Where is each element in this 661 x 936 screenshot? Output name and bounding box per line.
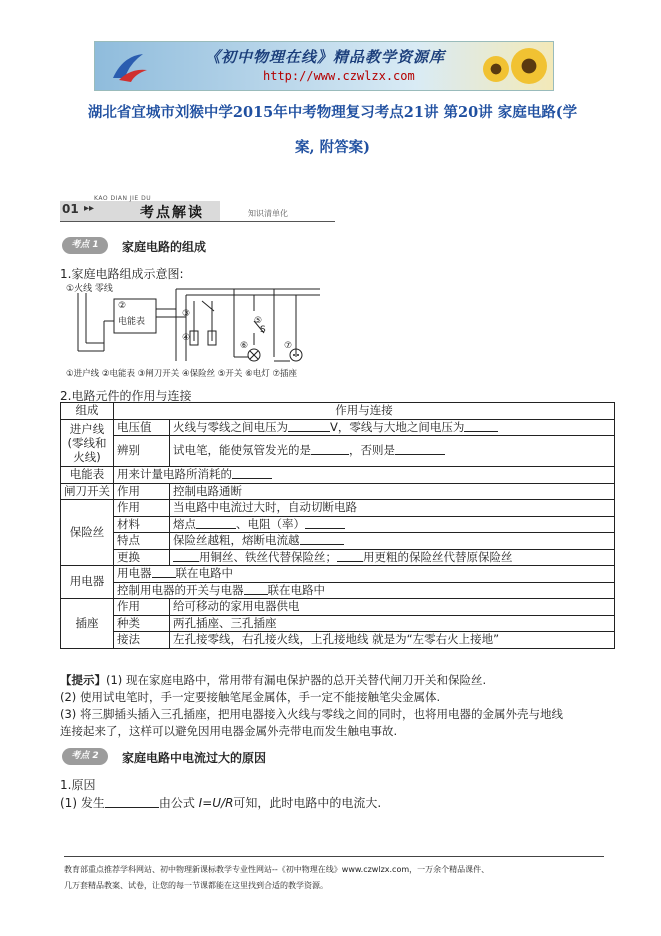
kaodian-badge: 考点 2	[62, 748, 108, 765]
cell-text: 熔点	[173, 516, 196, 531]
answer-blank[interactable]	[288, 420, 330, 432]
table-group-cell: 插座	[61, 599, 114, 649]
table-row	[61, 467, 615, 484]
cell-text: ，否则是	[349, 443, 395, 458]
sunflower-icon	[483, 56, 509, 82]
cell-text: 保险丝越粗，熔断电流越	[173, 533, 300, 547]
table-text-cell	[114, 467, 615, 484]
table-row	[61, 533, 615, 550]
diagram-label-2: ②	[118, 301, 127, 311]
answer-blank[interactable]	[152, 566, 176, 578]
cell-text: 联在电路中	[175, 566, 233, 580]
table-group-cell	[61, 419, 114, 467]
answer-blank[interactable]	[311, 443, 349, 455]
table-row	[61, 483, 615, 500]
banner-title: 《初中物理在线》精品教学资源库	[205, 48, 446, 66]
table-text-cell	[170, 419, 615, 436]
title-line-1: 湖北省宜城市刘猴中学2015年中考物理复习考点21讲 第20讲 家庭电路(学	[87, 104, 578, 121]
logo-icon	[109, 48, 149, 84]
diagram-legend: ①进户线 ②电能表 ③闸刀开关 ④保险丝 ⑤开关 ⑥电灯 ⑦插座	[66, 369, 298, 379]
footer-line-2: 几万套精品教案、试卷，让您的每一节课都能在这里找到合适的教学资源。	[64, 881, 328, 890]
table-sub-cell: 作用	[114, 483, 170, 500]
table-group-cell: 闸刀开关	[61, 483, 114, 500]
table-text-cell: 给可移动的家用电器供电	[170, 599, 615, 616]
tip-line-4: 连接起来了，这样可以避免因用电器金属外壳带电而发生触电事故.	[60, 724, 398, 738]
table-row	[61, 516, 615, 533]
answer-blank[interactable]	[173, 550, 199, 562]
header-banner	[94, 41, 554, 91]
section-heading: 考点解读	[140, 205, 204, 221]
cell-text: 可知，此时电路中的电流大.	[233, 796, 382, 810]
cell-text: (零线和	[67, 435, 107, 450]
table-sub-cell: 作用	[114, 599, 170, 616]
footer-line-1: 教育部重点推荐学科网站、初中物理新课标教学专业性网站--《初中物理在线》www.czwlzx.com，一万余个精品课件、	[64, 865, 490, 874]
section-number: 01	[62, 202, 79, 216]
cell-text: 用电器	[117, 566, 152, 580]
table-row	[61, 436, 615, 467]
table-group-cell: 用电器	[61, 566, 114, 599]
title-line-2: 案, 附答案)	[295, 139, 370, 156]
table-text-cell: 控制电路通断	[170, 483, 615, 500]
diagram-label-mains: ①火线 零线	[66, 284, 113, 294]
kaodian-badge: 考点 1	[62, 237, 108, 254]
cell-text: 用来计量电路所消耗的	[117, 467, 232, 481]
circuit-drawing	[64, 281, 326, 381]
answer-blank[interactable]	[244, 583, 268, 595]
footer-rule	[64, 856, 604, 857]
cell-text: 进户线	[69, 421, 105, 436]
section-subtitle: 知识清单化	[248, 209, 288, 218]
section-rule	[60, 221, 335, 222]
table-sub-cell: 电压值	[114, 419, 170, 436]
table-row	[61, 599, 615, 616]
tip-line-2: (2) 使用试电笔时，手一定要接触笔尾金属体，手一定不能接触笔尖金属体.	[60, 690, 441, 704]
cell-text: 由公式	[158, 796, 199, 810]
table-header-row	[61, 403, 615, 420]
components-table	[60, 402, 615, 649]
answer-blank[interactable]	[105, 796, 159, 808]
cell-text: 用更粗的保险丝代替原保险丝	[363, 549, 513, 564]
answer-blank[interactable]	[232, 467, 272, 479]
diagram-label-5: ⑤	[254, 316, 263, 326]
item-heading: 1.家庭电路组成示意图:	[60, 267, 184, 281]
table-group-cell: 保险丝	[61, 500, 114, 566]
section-header	[60, 196, 335, 224]
table-sub-cell: 接法	[114, 632, 170, 649]
cell-text: 控制用电器的开关与电器	[117, 582, 244, 597]
diagram-label-7: ⑦	[284, 341, 293, 351]
formula: I=U/R	[198, 796, 234, 810]
kaodian-title: 家庭电路中电流过大的原因	[122, 751, 267, 765]
tip-label: 【提示】	[60, 673, 106, 687]
diagram-label-s: S	[260, 325, 266, 335]
tip-text: (1) 现在家庭电路中，常用带有漏电保护器的总开关替代闸刀开关和保险丝.	[106, 673, 487, 687]
table-text-cell	[170, 436, 615, 467]
table-text-cell	[114, 566, 615, 583]
answer-blank[interactable]	[337, 550, 363, 562]
table-sub-cell: 更换	[114, 549, 170, 566]
document-title	[40, 95, 625, 165]
question-line	[60, 794, 381, 811]
tip-line-1	[60, 672, 486, 688]
answer-blank[interactable]	[395, 443, 445, 455]
table-text-cell	[170, 549, 615, 566]
cell-text: 、电阻（率）	[236, 516, 305, 531]
diagram-label-meter: 电能表	[118, 317, 146, 327]
table-text-cell	[170, 533, 615, 550]
cell-text: (1) 发生	[60, 796, 105, 810]
table-text-cell	[170, 516, 615, 533]
double-arrow-icon: ▸▸	[84, 203, 95, 214]
table-header: 作用与连接	[114, 403, 615, 420]
table-header: 组成	[61, 403, 114, 420]
table-text-cell: 左孔接零线，右孔接火线，上孔接地线 就是为“左零右火上接地”	[170, 632, 615, 649]
answer-blank[interactable]	[196, 517, 236, 529]
page-footer	[64, 862, 604, 894]
table-row	[61, 582, 615, 599]
table-row	[61, 419, 615, 436]
table-row	[61, 566, 615, 583]
table-group-cell: 电能表	[61, 467, 114, 484]
cell-text: V，零线与大地之间电压为	[330, 419, 465, 434]
cell-text: 火线)	[73, 449, 101, 464]
table-row	[61, 615, 615, 632]
table-sub-cell: 辨别	[114, 436, 170, 467]
table-sub-cell: 种类	[114, 615, 170, 632]
table-text-cell	[114, 582, 615, 599]
diagram-label-3: ③	[182, 309, 191, 319]
table-sub-cell: 作用	[114, 500, 170, 517]
cell-text: 联在电路中	[267, 582, 325, 597]
answer-blank[interactable]	[464, 420, 498, 432]
table-row	[61, 632, 615, 649]
table-sub-cell: 特点	[114, 533, 170, 550]
answer-blank[interactable]	[305, 517, 345, 529]
table-row	[61, 549, 615, 566]
diagram-label-4: ④	[182, 333, 191, 343]
banner-url[interactable]: http://www.czwlzx.com	[263, 69, 415, 83]
diagram-label-6: ⑥	[240, 341, 249, 351]
section-pinyin: KAO DIAN JIE DU	[94, 195, 152, 202]
table-row	[61, 500, 615, 517]
kaodian-title: 家庭电路的组成	[122, 240, 207, 254]
cell-text: 用铜丝、铁丝代替保险丝；	[199, 549, 337, 564]
table-sub-cell: 材料	[114, 516, 170, 533]
circuit-diagram	[64, 281, 326, 381]
table-text-cell: 当电路中电流过大时，自动切断电路	[170, 500, 615, 517]
item-heading: 1.原因	[60, 778, 96, 792]
cell-text: 试电笔，能使氖管发光的是	[173, 443, 311, 458]
cell-text: 火线与零线之间电压为	[173, 419, 288, 434]
tip-line-3: (3) 将三脚插头插入三孔插座，把用电器接入火线与零线之间的同时，也将用电器的金属外壳与地线	[60, 707, 563, 721]
item-heading: 2.电路元件的作用与连接	[60, 389, 192, 403]
answer-blank[interactable]	[300, 533, 344, 545]
table-text-cell: 两孔插座、三孔插座	[170, 615, 615, 632]
sunflower-icon	[511, 48, 547, 84]
